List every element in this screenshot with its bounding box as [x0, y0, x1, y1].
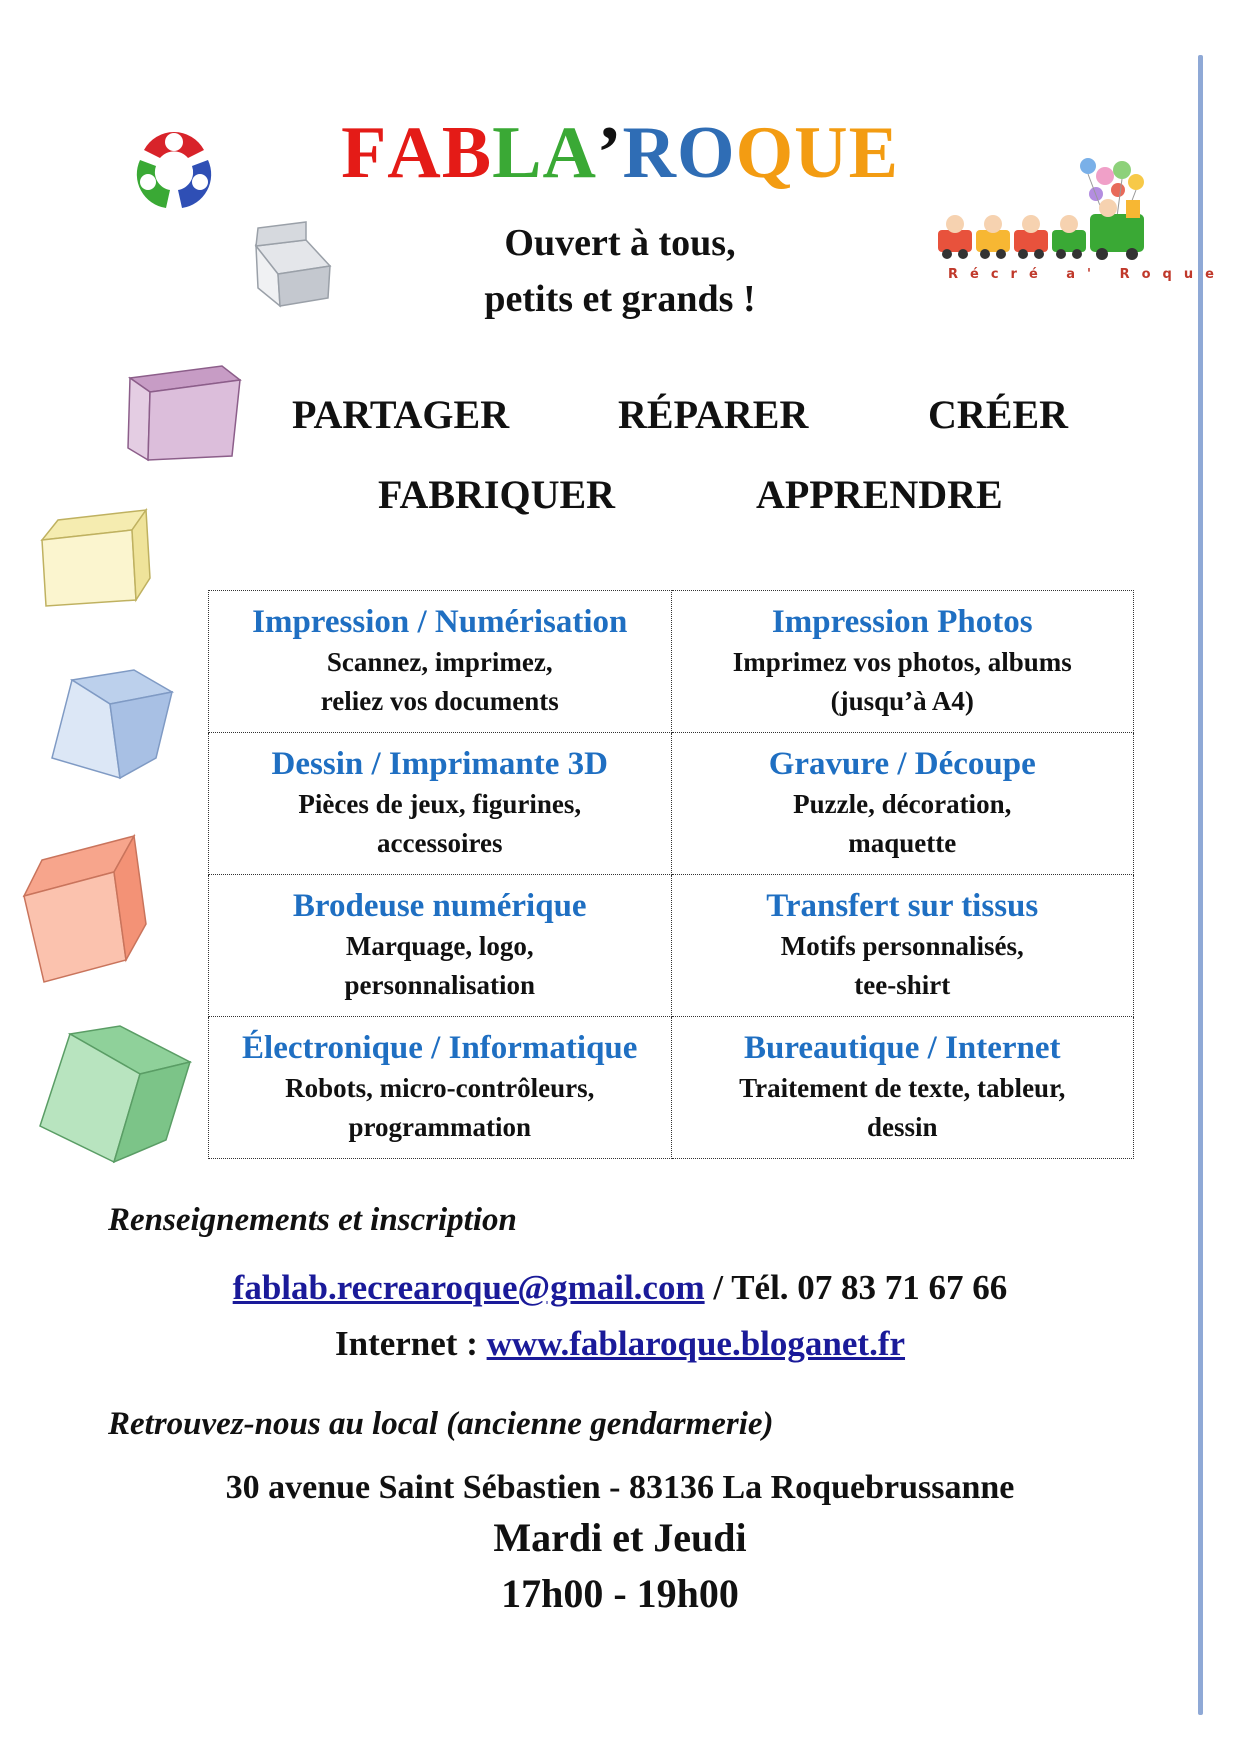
verb-fabriquer: FABRIQUER [378, 472, 616, 517]
service-title: Électronique / Informatique [242, 1030, 638, 1066]
service-title: Dessin / Imprimante 3D [271, 746, 608, 782]
service-description: Robots, micro-contrôleurs, programmation [285, 1073, 595, 1142]
table-row [209, 875, 1134, 1017]
cube-icon [38, 500, 152, 608]
service-cell [671, 1017, 1134, 1159]
email-link[interactable]: fablab.recrearoque@gmail.com [232, 1268, 705, 1307]
verb-creer: CRÉER [928, 392, 1069, 437]
subtitle-line-2: petits et grands ! [484, 278, 756, 320]
service-description: Pièces de jeux, figurines, accessoires [298, 789, 582, 858]
table-row [209, 1017, 1134, 1159]
verb-apprendre: APPRENDRE [756, 472, 1003, 517]
internet-line [0, 1322, 1240, 1366]
service-description: Scannez, imprimez, reliez vos documents [320, 647, 559, 716]
title-letter: F [341, 112, 388, 194]
service-cell [671, 591, 1134, 733]
title-letter: A [542, 112, 597, 194]
service-title: Brodeuse numérique [292, 888, 587, 924]
cube-icon [18, 832, 150, 984]
service-cell [209, 591, 672, 733]
title-letter: A [387, 112, 442, 194]
service-description: Traitement de texte, tableur, dessin [739, 1073, 1066, 1142]
internet-label: Internet : [334, 1324, 487, 1363]
address: 30 avenue Saint Sébastien - 83136 La Roquebrussanne [225, 1469, 1015, 1506]
service-description: Motifs personnalisés, tee-shirt [780, 931, 1024, 1000]
website-link[interactable]: www.fablaroque.bloganet.fr [486, 1324, 906, 1363]
opening-hours: 17h00 - 19h00 [501, 1571, 739, 1616]
service-description: Puzzle, décoration, maquette [793, 789, 1012, 858]
recrearoque-logo [930, 152, 1226, 287]
title-letter: L [492, 112, 543, 194]
table-row [209, 733, 1134, 875]
service-title: Bureautique / Internet [743, 1030, 1061, 1066]
contact-heading: Renseignements et inscription [108, 1202, 517, 1238]
cube-icon [122, 352, 244, 464]
service-title: Gravure / Découpe [768, 746, 1036, 782]
table-row [209, 591, 1134, 733]
opening-days: Mardi et Jeudi [493, 1515, 747, 1560]
service-title: Transfert sur tissus [766, 888, 1039, 924]
service-title: Impression / Numérisation [252, 604, 628, 640]
contact-line [0, 1266, 1240, 1310]
cube-icon [48, 666, 176, 782]
verb-reparer: RÉPARER [618, 392, 809, 437]
phone-text: / Tél. 07 83 71 67 66 [704, 1268, 1008, 1307]
cube-icon [36, 1024, 196, 1164]
cube-icon [250, 218, 336, 310]
service-description: Marquage, logo, personnalisation [344, 931, 536, 1000]
services-table [208, 590, 1134, 1159]
title-letter: E [848, 112, 899, 194]
recrearoque-logo-text: Récré a' Roque [948, 267, 1226, 282]
service-description: Imprimez vos photos, albums (jusqu’à A4) [732, 647, 1072, 716]
subtitle-line-1: Ouvert à tous, [504, 222, 736, 264]
service-title: Impression Photos [771, 604, 1033, 640]
title-letter: ’ [596, 112, 623, 194]
title-letter: R [622, 112, 677, 194]
service-cell [209, 733, 672, 875]
service-cell [671, 875, 1134, 1017]
subtitle [390, 215, 850, 327]
service-cell [209, 1017, 672, 1159]
service-cell [209, 875, 672, 1017]
service-cell [671, 733, 1134, 875]
verb-partager: PARTAGER [292, 392, 510, 437]
title-letter: Q [735, 112, 795, 194]
location-heading: Retrouvez-nous au local (ancienne gendarmerie) [108, 1406, 774, 1442]
title-letter: U [794, 112, 849, 194]
title-letter: O [677, 112, 736, 194]
title-letter: B [441, 112, 493, 194]
